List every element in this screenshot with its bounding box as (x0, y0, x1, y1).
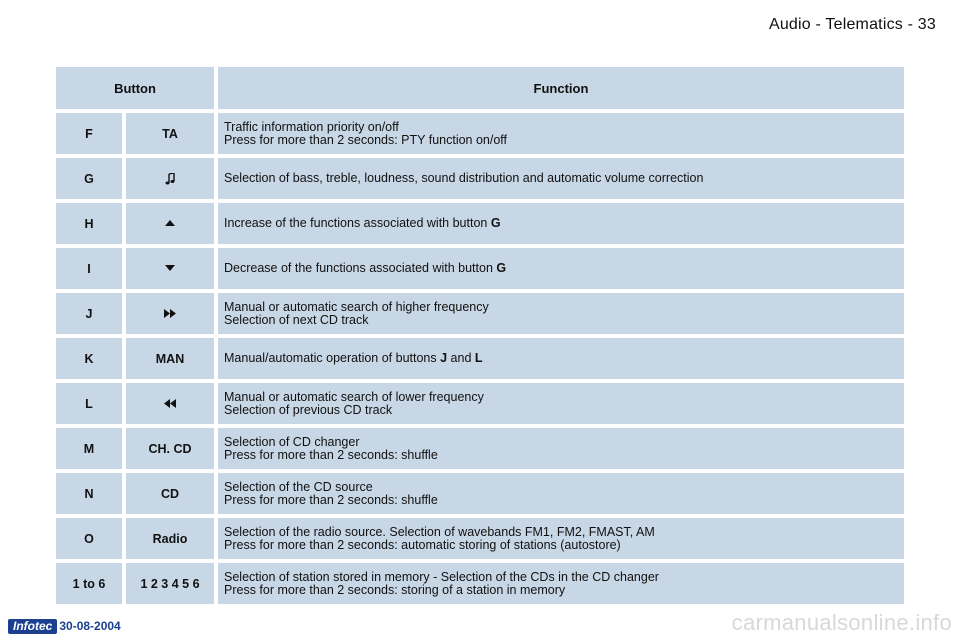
description-text: and (447, 351, 475, 365)
row-description (218, 383, 904, 424)
table-row (56, 473, 904, 514)
row-description (218, 338, 904, 379)
row-letter: J (56, 293, 122, 334)
row-letter: G (56, 158, 122, 199)
description-line (224, 262, 506, 275)
fast-forward-icon (164, 309, 176, 318)
description-line: Manual or automatic search of higher frequency (224, 299, 489, 314)
music-note-icon (165, 173, 175, 185)
row-description (218, 113, 904, 154)
row-symbol (126, 203, 214, 244)
row-description (218, 428, 904, 469)
row-letter: K (56, 338, 122, 379)
row-letter: F (56, 113, 122, 154)
description-text: Increase of the functions associated with button (224, 216, 491, 230)
row-letter: H (56, 203, 122, 244)
table-row (56, 248, 904, 289)
description-line: Press for more than 2 seconds: automatic storing of stations (autostore) (224, 537, 621, 552)
table-row (56, 113, 904, 154)
rewind-icon (164, 399, 176, 408)
infotec-logo: Infotec (8, 619, 57, 634)
button-reference: G (496, 261, 507, 275)
row-symbol: Radio (126, 518, 214, 559)
description-line: Traffic information priority on/off (224, 119, 399, 134)
table-row (56, 428, 904, 469)
column-header-function: Function (218, 67, 904, 109)
button-function-table (56, 67, 904, 608)
description-line: Selection of the radio source. Selection of wavebands FM1, FM2, FMAST, AM (224, 524, 655, 539)
row-description (218, 518, 904, 559)
triangle-up-icon (165, 220, 175, 227)
row-symbol: CH. CD (126, 428, 214, 469)
description-line: Manual or automatic search of lower frequency (224, 389, 484, 404)
description-line: Press for more than 2 seconds: storing of a station in memory (224, 582, 566, 597)
column-header-button: Button (56, 67, 214, 109)
description-line: Press for more than 2 seconds: shuffle (224, 447, 438, 462)
description-text: Decrease of the functions associated with button (224, 261, 497, 275)
row-description (218, 563, 904, 604)
button-reference: G (490, 216, 501, 230)
triangle-down-icon (165, 265, 175, 272)
footer (8, 618, 121, 634)
description-line (224, 217, 501, 230)
row-letter: O (56, 518, 122, 559)
row-symbol: CD (126, 473, 214, 514)
description-line: Selection of next CD track (224, 312, 369, 327)
table-row (56, 518, 904, 559)
description-line: Selection of bass, treble, loudness, sound distribution and automatic volume correction (224, 171, 704, 185)
description-line (224, 352, 483, 365)
row-letter: I (56, 248, 122, 289)
description-line: Press for more than 2 seconds: PTY function on/off (224, 132, 508, 147)
footer-date: 30-08-2004 (59, 619, 121, 633)
row-description (218, 293, 904, 334)
button-reference: L (474, 351, 483, 365)
row-symbol (126, 383, 214, 424)
table-header-row (56, 67, 904, 109)
table-row (56, 563, 904, 604)
description-text: Manual/automatic operation of buttons (224, 351, 441, 365)
row-description (218, 473, 904, 514)
row-symbol (126, 248, 214, 289)
description-line: Selection of previous CD track (224, 402, 393, 417)
description-line: Selection of CD changer (224, 434, 360, 449)
page-header: Audio - Telematics - 33 (768, 16, 936, 33)
row-letter: L (56, 383, 122, 424)
table-row (56, 338, 904, 379)
table-row (56, 158, 904, 199)
watermark: carmanualsonline.info (731, 610, 952, 635)
row-symbol: MAN (126, 338, 214, 379)
row-symbol (126, 158, 214, 199)
row-symbol: TA (126, 113, 214, 154)
table-row (56, 293, 904, 334)
row-description (218, 248, 904, 289)
row-description (218, 203, 904, 244)
row-symbol: 1 2 3 4 5 6 (126, 563, 214, 604)
description-line: Selection of station stored in memory - Selection of the CDs in the CD changer (224, 569, 659, 584)
row-letter: M (56, 428, 122, 469)
row-description (218, 158, 904, 199)
table-row (56, 203, 904, 244)
table-row (56, 383, 904, 424)
row-symbol (126, 293, 214, 334)
button-reference: J (440, 351, 448, 365)
row-letter: N (56, 473, 122, 514)
description-line: Selection of the CD source (224, 479, 373, 494)
description-line: Press for more than 2 seconds: shuffle (224, 492, 438, 507)
row-letter: 1 to 6 (56, 563, 122, 604)
